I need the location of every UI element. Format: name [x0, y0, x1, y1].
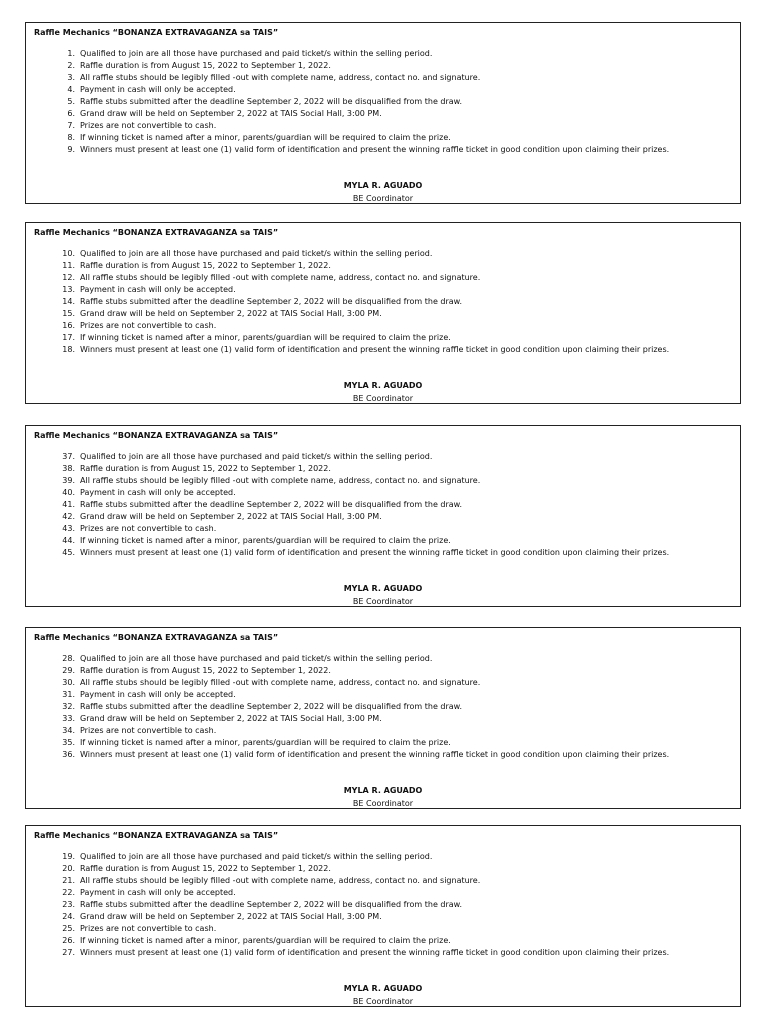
- rule-number: 13.: [62, 285, 75, 294]
- card-title: Raffle Mechanics “BONANZA EXTRAVAGANZA sa TAIS”: [34, 431, 279, 440]
- rule-text: Raffle stubs submitted after the deadline September 2, 2022 will be disqualified from the draw.: [80, 297, 463, 306]
- rule-item: [26, 749, 742, 773]
- rule-number: 17.: [62, 333, 75, 342]
- rule-number: 4.: [67, 85, 75, 94]
- rule-item: [26, 653, 742, 665]
- rule-text: All raffle stubs should be legibly filled -out with complete name, address, contact no. and signature.: [80, 273, 481, 282]
- rule-text: Prizes are not convertible to cash.: [80, 321, 217, 330]
- rule-item: [26, 935, 742, 947]
- rule-text: Grand draw will be held on September 2, 2022 at TAIS Social Hall, 3:00 PM.: [80, 309, 382, 318]
- rule-item: [26, 60, 742, 72]
- rule-number: 28.: [62, 654, 75, 663]
- rule-number: 36.: [62, 750, 75, 759]
- signatory-role: BE Coordinator: [352, 194, 414, 203]
- rule-text: Payment in cash will only be accepted.: [80, 285, 236, 294]
- rule-item: [26, 499, 742, 511]
- rule-item: [26, 947, 742, 971]
- rule-item: [26, 535, 742, 547]
- rule-number: 24.: [62, 912, 75, 921]
- rule-item: [26, 737, 742, 749]
- rule-text: Raffle duration is from August 15, 2022 to September 1, 2022.: [80, 261, 331, 270]
- rule-text: Payment in cash will only be accepted.: [80, 488, 236, 497]
- rule-text: All raffle stubs should be legibly filled -out with complete name, address, contact no. and signature.: [80, 476, 481, 485]
- rule-text: If winning ticket is named after a minor, parents/guardian will be required to claim the prize.: [80, 738, 451, 747]
- rule-text: Raffle stubs submitted after the deadline September 2, 2022 will be disqualified from the draw.: [80, 97, 463, 106]
- rule-item: [26, 911, 742, 923]
- rule-number: 40.: [62, 488, 75, 497]
- rule-text: Winners must present at least one (1) valid form of identification and present the winning raffle ticket in good condition upon claiming their prizes.: [80, 750, 670, 759]
- rule-item: [26, 875, 742, 887]
- rule-number: 3.: [67, 73, 75, 82]
- rule-text: If winning ticket is named after a minor, parents/guardian will be required to claim the prize.: [80, 936, 451, 945]
- rule-item: [26, 144, 742, 168]
- rule-item: [26, 72, 742, 84]
- rule-number: 29.: [62, 666, 75, 675]
- rule-text: Raffle stubs submitted after the deadline September 2, 2022 will be disqualified from the draw.: [80, 702, 463, 711]
- rule-item: [26, 463, 742, 475]
- rule-text: Winners must present at least one (1) valid form of identification and present the winning raffle ticket in good condition upon claiming their prizes.: [80, 345, 670, 354]
- rule-item: [26, 725, 742, 737]
- rules-list: [26, 653, 742, 773]
- rule-number: 8.: [67, 133, 75, 142]
- rule-item: [26, 523, 742, 535]
- rule-text: Payment in cash will only be accepted.: [80, 690, 236, 699]
- rule-text: If winning ticket is named after a minor, parents/guardian will be required to claim the prize.: [80, 536, 451, 545]
- rule-text: If winning ticket is named after a minor, parents/guardian will be required to claim the prize.: [80, 333, 451, 342]
- rule-item: [26, 677, 742, 689]
- rule-text: All raffle stubs should be legibly filled -out with complete name, address, contact no. and signature.: [80, 678, 481, 687]
- rules-list: [26, 451, 742, 571]
- rule-number: 12.: [62, 273, 75, 282]
- rule-item: [26, 344, 742, 368]
- rule-text: Qualified to join are all those have purchased and paid ticket/s within the selling period.: [80, 452, 433, 461]
- rule-item: [26, 923, 742, 935]
- rule-number: 42.: [62, 512, 75, 521]
- rule-text: Grand draw will be held on September 2, 2022 at TAIS Social Hall, 3:00 PM.: [80, 714, 382, 723]
- rule-number: 26.: [62, 936, 75, 945]
- rule-item: [26, 332, 742, 344]
- rule-item: [26, 887, 742, 899]
- rule-text: All raffle stubs should be legibly filled -out with complete name, address, contact no. and signature.: [80, 73, 481, 82]
- rule-item: [26, 108, 742, 120]
- rule-item: [26, 120, 742, 132]
- rule-number: 38.: [62, 464, 75, 473]
- rule-number: 11.: [62, 261, 75, 270]
- rule-item: [26, 547, 742, 571]
- rule-text: Prizes are not convertible to cash.: [80, 924, 217, 933]
- rule-number: 7.: [67, 121, 75, 130]
- rule-text: Winners must present at least one (1) valid form of identification and present the winning raffle ticket in good condition upon claiming their prizes.: [80, 145, 670, 154]
- rule-number: 33.: [62, 714, 75, 723]
- rule-number: 15.: [62, 309, 75, 318]
- rule-item: [26, 320, 742, 332]
- signatory-role: BE Coordinator: [352, 394, 414, 403]
- signatory-name: MYLA R. AGUADO: [343, 181, 423, 190]
- rule-number: 32.: [62, 702, 75, 711]
- rule-number: 20.: [62, 864, 75, 873]
- raffle-card: [25, 22, 741, 204]
- rule-text: Payment in cash will only be accepted.: [80, 888, 236, 897]
- rule-item: [26, 451, 742, 463]
- rule-item: [26, 701, 742, 713]
- rule-item: [26, 96, 742, 108]
- signatory-name: MYLA R. AGUADO: [343, 584, 423, 593]
- rule-text: Raffle duration is from August 15, 2022 to September 1, 2022.: [80, 666, 331, 675]
- rule-item: [26, 899, 742, 911]
- rule-item: [26, 84, 742, 96]
- rule-number: 10.: [62, 249, 75, 258]
- rule-item: [26, 296, 742, 308]
- rule-number: 41.: [62, 500, 75, 509]
- rule-number: 22.: [62, 888, 75, 897]
- rule-text: Grand draw will be held on September 2, 2022 at TAIS Social Hall, 3:00 PM.: [80, 512, 382, 521]
- rule-number: 27.: [62, 948, 75, 957]
- rule-number: 39.: [62, 476, 75, 485]
- rule-text: Prizes are not convertible to cash.: [80, 121, 217, 130]
- raffle-card: [25, 627, 741, 809]
- rule-number: 34.: [62, 726, 75, 735]
- rules-list: [26, 851, 742, 971]
- rule-number: 45.: [62, 548, 75, 557]
- rule-number: 5.: [67, 97, 75, 106]
- rule-text: Qualified to join are all those have purchased and paid ticket/s within the selling period.: [80, 654, 433, 663]
- signatory-name: MYLA R. AGUADO: [343, 381, 423, 390]
- card-title: Raffle Mechanics “BONANZA EXTRAVAGANZA sa TAIS”: [34, 228, 279, 237]
- rule-text: Winners must present at least one (1) valid form of identification and present the winning raffle ticket in good condition upon claiming their prizes.: [80, 548, 670, 557]
- rule-number: 35.: [62, 738, 75, 747]
- rule-number: 25.: [62, 924, 75, 933]
- rule-text: If winning ticket is named after a minor, parents/guardian will be required to claim the prize.: [80, 133, 451, 142]
- rule-number: 30.: [62, 678, 75, 687]
- rule-text: Qualified to join are all those have purchased and paid ticket/s within the selling period.: [80, 852, 433, 861]
- rule-number: 18.: [62, 345, 75, 354]
- signatory-name: MYLA R. AGUADO: [343, 984, 423, 993]
- rule-item: [26, 132, 742, 144]
- rule-text: Raffle duration is from August 15, 2022 to September 1, 2022.: [80, 61, 331, 70]
- signatory-role: BE Coordinator: [352, 799, 414, 808]
- rule-number: 43.: [62, 524, 75, 533]
- rules-list: [26, 48, 742, 168]
- signatory-role: BE Coordinator: [352, 597, 414, 606]
- rule-number: 9.: [67, 145, 75, 154]
- rule-item: [26, 260, 742, 272]
- signatory-name: MYLA R. AGUADO: [343, 786, 423, 795]
- rule-item: [26, 48, 742, 60]
- rule-text: Prizes are not convertible to cash.: [80, 524, 217, 533]
- card-title: Raffle Mechanics “BONANZA EXTRAVAGANZA sa TAIS”: [34, 831, 279, 840]
- rule-number: 23.: [62, 900, 75, 909]
- rule-number: 6.: [67, 109, 75, 118]
- raffle-card: [25, 425, 741, 607]
- rule-number: 37.: [62, 452, 75, 461]
- rule-text: Qualified to join are all those have purchased and paid ticket/s within the selling period.: [80, 49, 433, 58]
- rule-text: Payment in cash will only be accepted.: [80, 85, 236, 94]
- rule-text: Grand draw will be held on September 2, 2022 at TAIS Social Hall, 3:00 PM.: [80, 912, 382, 921]
- rule-item: [26, 863, 742, 875]
- card-title: Raffle Mechanics “BONANZA EXTRAVAGANZA sa TAIS”: [34, 28, 279, 37]
- rule-item: [26, 272, 742, 284]
- rule-text: Raffle duration is from August 15, 2022 to September 1, 2022.: [80, 864, 331, 873]
- rule-item: [26, 665, 742, 677]
- rule-item: [26, 308, 742, 320]
- rule-item: [26, 851, 742, 863]
- rule-number: 31.: [62, 690, 75, 699]
- rule-text: Qualified to join are all those have purchased and paid ticket/s within the selling period.: [80, 249, 433, 258]
- rule-number: 44.: [62, 536, 75, 545]
- rule-item: [26, 689, 742, 701]
- rule-number: 16.: [62, 321, 75, 330]
- rule-item: [26, 248, 742, 260]
- rule-text: Prizes are not convertible to cash.: [80, 726, 217, 735]
- rule-text: Winners must present at least one (1) valid form of identification and present the winning raffle ticket in good condition upon claiming their prizes.: [80, 948, 670, 957]
- card-title: Raffle Mechanics “BONANZA EXTRAVAGANZA sa TAIS”: [34, 633, 279, 642]
- rule-number: 2.: [67, 61, 75, 70]
- signatory-role: BE Coordinator: [352, 997, 414, 1006]
- rule-number: 19.: [62, 852, 75, 861]
- rule-text: Raffle stubs submitted after the deadline September 2, 2022 will be disqualified from the draw.: [80, 900, 463, 909]
- rule-text: All raffle stubs should be legibly filled -out with complete name, address, contact no. and signature.: [80, 876, 481, 885]
- rule-item: [26, 487, 742, 499]
- rule-text: Grand draw will be held on September 2, 2022 at TAIS Social Hall, 3:00 PM.: [80, 109, 382, 118]
- rule-text: Raffle duration is from August 15, 2022 to September 1, 2022.: [80, 464, 331, 473]
- rule-text: Raffle stubs submitted after the deadline September 2, 2022 will be disqualified from the draw.: [80, 500, 463, 509]
- raffle-card: [25, 825, 741, 1007]
- raffle-card: [25, 222, 741, 404]
- rule-number: 14.: [62, 297, 75, 306]
- rule-item: [26, 284, 742, 296]
- rule-item: [26, 475, 742, 487]
- rules-list: [26, 248, 742, 368]
- rule-number: 1.: [67, 49, 75, 58]
- rule-number: 21.: [62, 876, 75, 885]
- rule-item: [26, 713, 742, 725]
- rule-item: [26, 511, 742, 523]
